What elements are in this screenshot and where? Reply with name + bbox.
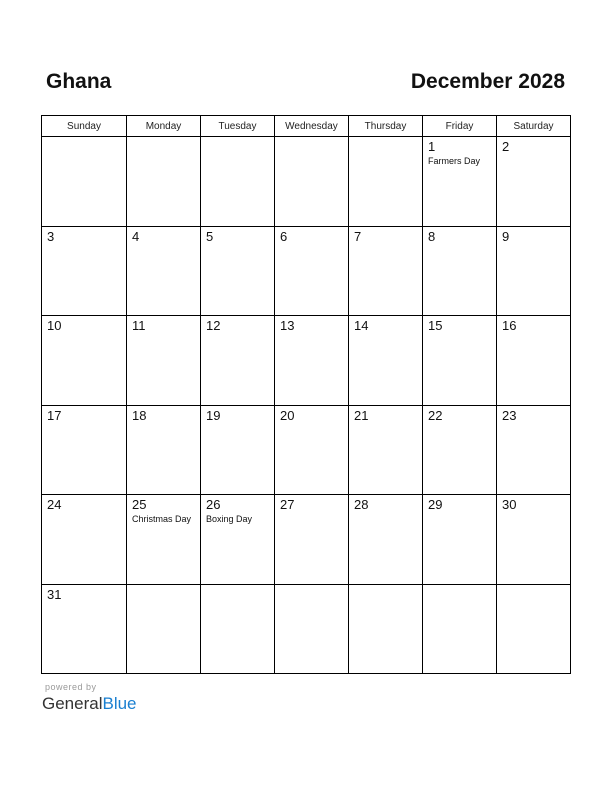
- day-cell: [349, 316, 423, 406]
- week-row: [42, 316, 571, 406]
- day-number: 5: [206, 228, 214, 244]
- generalblue-logo[interactable]: [42, 694, 137, 714]
- day-number: 22: [428, 407, 443, 423]
- holiday-label: Christmas Day: [132, 514, 192, 524]
- day-cell: [275, 405, 349, 495]
- day-number: 16: [502, 318, 517, 333]
- day-number: 25: [132, 497, 147, 512]
- weekday-wednesday: Wednesday: [275, 116, 349, 137]
- day-number: 30: [502, 497, 517, 512]
- day-number: 24: [47, 497, 62, 512]
- day-number: 4: [132, 228, 140, 244]
- day-number: 28: [354, 497, 369, 512]
- day-cell: [275, 316, 349, 406]
- holiday-label: Farmers Day: [428, 156, 481, 166]
- day-cell: [497, 584, 571, 674]
- day-cell: [275, 226, 349, 316]
- day-cell: [127, 137, 201, 227]
- month-title: December 2028: [410, 70, 565, 93]
- day-number: 18: [132, 407, 147, 423]
- day-cell: [497, 495, 571, 585]
- weekday-thursday: Thursday: [349, 116, 423, 137]
- day-cell: [497, 405, 571, 495]
- day-number: 31: [47, 586, 62, 602]
- day-number: 12: [206, 318, 221, 333]
- day-number: 23: [502, 407, 517, 423]
- day-cell: [423, 495, 497, 585]
- day-number: 17: [47, 407, 62, 423]
- day-cell: [423, 316, 497, 406]
- weekday-tuesday: Tuesday: [201, 116, 275, 137]
- day-number: 21: [354, 407, 369, 423]
- day-number: 8: [428, 228, 436, 244]
- day-cell: [423, 405, 497, 495]
- brand-blue-text: Blue: [102, 694, 137, 713]
- week-row: [42, 137, 571, 227]
- day-cell: [127, 495, 201, 585]
- day-number: 27: [280, 497, 295, 512]
- day-cell: [201, 405, 275, 495]
- day-cell: [201, 226, 275, 316]
- day-cell: [349, 226, 423, 316]
- day-number: 20: [280, 407, 295, 423]
- weekday-monday: Monday: [127, 116, 201, 137]
- weekday-sunday: Sunday: [42, 116, 127, 137]
- country-title: Ghana: [46, 70, 112, 93]
- day-number: 14: [354, 318, 369, 333]
- day-cell: [201, 316, 275, 406]
- day-number: 15: [428, 318, 443, 333]
- day-number: 7: [354, 228, 362, 244]
- day-number: 26: [206, 497, 221, 512]
- day-cell: [127, 584, 201, 674]
- day-cell: [423, 584, 497, 674]
- week-row: [42, 495, 571, 585]
- day-cell: [127, 226, 201, 316]
- day-cell: [349, 584, 423, 674]
- day-number: 10: [47, 318, 62, 333]
- day-number: 11: [132, 318, 146, 333]
- day-cell: [497, 226, 571, 316]
- calendar-grid: [41, 115, 571, 674]
- weekday-saturday: Saturday: [497, 116, 571, 137]
- day-cell: [497, 316, 571, 406]
- day-cell: [275, 495, 349, 585]
- powered-by-text: powered by: [45, 682, 97, 692]
- day-cell: [42, 405, 127, 495]
- day-cell: [423, 226, 497, 316]
- day-cell: [42, 495, 127, 585]
- footer-branding: [42, 682, 137, 714]
- day-number: 3: [47, 228, 55, 244]
- day-cell: [349, 495, 423, 585]
- week-row: [42, 405, 571, 495]
- day-number: 9: [502, 228, 510, 244]
- brand-general-text: General: [42, 694, 103, 713]
- day-cell: [275, 584, 349, 674]
- week-row: [42, 226, 571, 316]
- day-cell: [349, 405, 423, 495]
- day-cell: [42, 226, 127, 316]
- week-row: [42, 584, 571, 674]
- day-number: 13: [280, 318, 295, 333]
- day-number: 1: [428, 139, 436, 154]
- weekday-friday: Friday: [423, 116, 497, 137]
- day-cell: [42, 316, 127, 406]
- day-cell: [42, 584, 127, 674]
- day-cell: [127, 405, 201, 495]
- day-number: 29: [428, 497, 443, 512]
- day-number: 19: [206, 407, 221, 423]
- holiday-label: Boxing Day: [206, 514, 253, 524]
- day-cell: [275, 137, 349, 227]
- day-cell: [127, 316, 201, 406]
- day-cell: [201, 137, 275, 227]
- day-cell: [201, 584, 275, 674]
- day-cell: [423, 137, 497, 227]
- day-number: 6: [280, 228, 288, 244]
- day-cell: [349, 137, 423, 227]
- weekday-header-row: [42, 116, 571, 137]
- day-cell: [497, 137, 571, 227]
- day-cell: [201, 495, 275, 585]
- day-cell: [42, 137, 127, 227]
- day-number: 2: [502, 139, 510, 154]
